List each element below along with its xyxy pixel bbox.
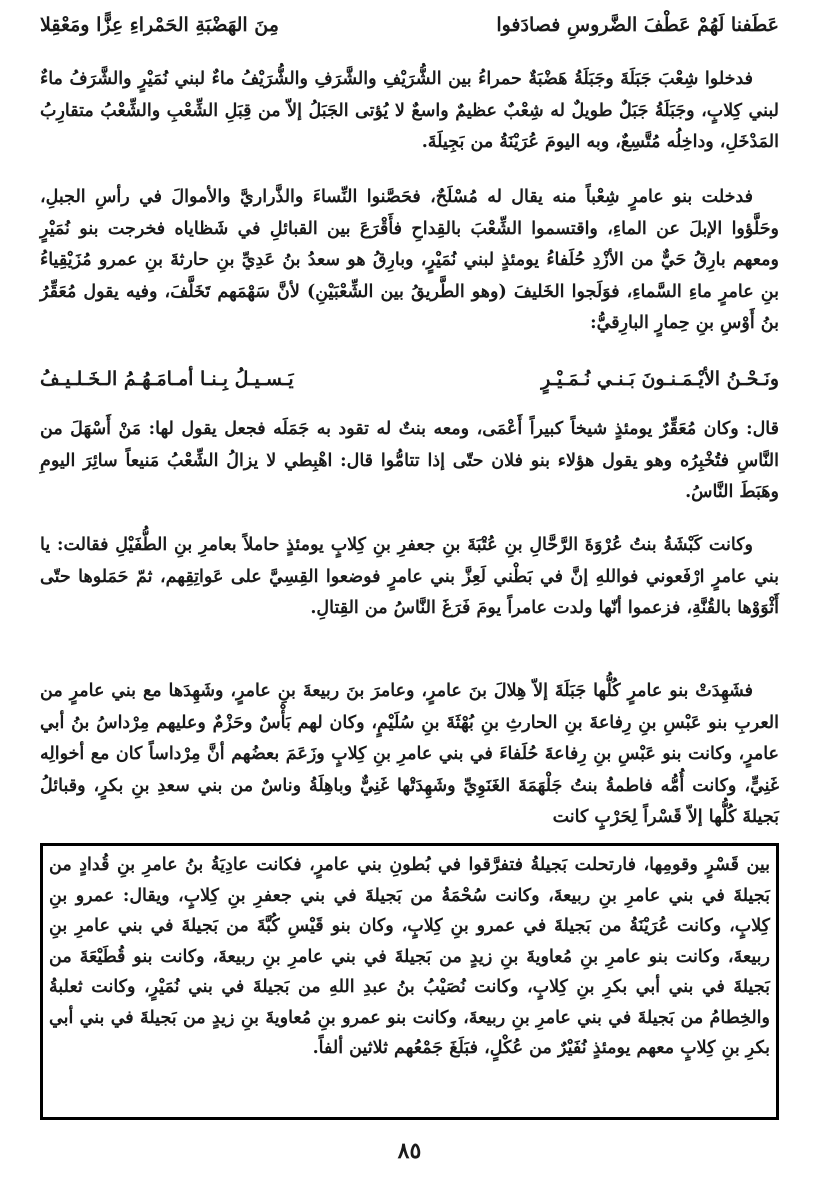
verse-2 bbox=[40, 368, 779, 390]
paragraph-5: فشَهِدَتْ بنو عامرٍ كُلُّها جَبَلَةَ إلاّ هِلالَ بنَ عامرٍ، وعامرَ بنَ ربيعةَ بنِ عامرٍ، وشَهِدَها مع بني عامرٍ من العربِ بنو عَبْسِ بنِ رِفاعةَ بنِ الحارثِ بنِ بُهْثَةَ بنِ سُلَيْمٍ، وكان لهم بَأْسٌ وحَزْمٌ وعليهم مِرْداسُ بنُ أبي عامرٍ، وكانت بنو عَبْسِ بنِ رِفاعةَ حُلَفاءَ في بني عامرِ بنِ كِلابٍ وزَعَمَ بعضُهم أنَّ مِرْداساً كان مع أخوالِه غَنِيٍّ، وكانت أُمُّه فاطمةُ بنتُ جَلْهَمَةَ الغَنَوِيِّ وشَهِدَتْها غَنِيٌّ وباهِلَةُ وناسٌ من بني سعدِ بنِ بكرٍ، وقبائلُ بَجيلةَ كُلُّها إلاّ قَسْراً لِحَرْبٍ كانت bbox=[40, 681, 779, 827]
paragraph-2: فدخلت بنو عامرٍ شِعْباً منه يقال له مُسْلَحٌ، فحَصَّنوا النِّساءَ والذَّراريَّ والأموالَ في رأسِ الجبلِ، وحَلَّؤوا الإبلَ عن الماءِ، واقتسموا الشِّعْبَ بالقِداحِ فأَقْرَعَ بين القبائلِ في شَظاياه فخرجت بنو نُمَيْرٍ ومعهم بارِقُ حَيٌّ من الأزْدِ حُلَفاءُ يومئذٍ لبني نُمَيْرٍ، وبارِقُ هو سعدُ بنُ عَدِيِّ بنِ حارثةَ بنِ عمرو مُزَيْقِياءُ بنِ عامرٍ ماءِ السَّماءِ، فوَلَجوا الخَليفَ (وهو الطَّريقُ بين الشِّعْبَيْنِ) لأنَّ سَهْمَهم تَخَلَّفَ، وفيه يقول مُعَقِّرُ بنُ أَوْسِ بنِ حِمارٍ البارِقيُّ: bbox=[40, 187, 779, 333]
highlight-box bbox=[40, 843, 779, 1120]
verse-1-right-hemistich: عَطَفنا لَهُمْ عَطْفَ الضَّروسِ فصادَفوا bbox=[496, 14, 779, 36]
paragraph-3: قال: وكان مُعَقِّرٌ يومئذٍ شيخاً كبيراً أَعْمَى، ومعه بنتٌ له تقود به جَمَلَه فجعل يقول لها: مَنْ أَسْهَلَ من النَّاسِ فتُخْبِرُه وهو يقول هؤلاء بنو فلان حتّى إذا تتامُّوا قال: اهْبِطي لا يزالُ الشِّعْبُ مَنيعاً سائِرَ اليومِ وهَبَطَ النَّاسُ. bbox=[40, 419, 779, 502]
verse-1 bbox=[40, 14, 779, 36]
verse-1-left-hemistich: مِنَ الهَضْبَةِ الحَمْراءِ عِزًّا ومَعْقِلا bbox=[40, 14, 279, 36]
verse-2-left-hemistich: يَـسـيـلُ بِـنـا أمـامَـهُـمُ الـخَـلـيـفُ bbox=[40, 368, 294, 390]
paragraph-4: وكانت كَبْشَةُ بنتُ عُرْوَةَ الرَّحَّالِ بنِ عُتْبَةَ بنِ جعفرِ بنِ كِلابٍ يومئذٍ حاملاً بعامرِ بنِ الطُّفَيْلِ فقالت: يا بني عامرٍ ارْفَعوني فواللهِ إنَّ في بَطْني لَعِزَّ بني عامرٍ فوضعوا القِسِيَّ على عَواتِقِهم، ثمّ حَمَلوها حتّى أَثْوَوْها بالقُنَّةِ، فزعموا أنّها ولدت عامراً يومَ فَرَغَ النَّاسُ من القِتالِ. bbox=[40, 535, 779, 618]
paragraph-1: فدخلوا شِعْبَ جَبَلَةَ وجَبَلَةُ هَضْبَةٌ حمراءُ بين الشُّرَيْفِ والشَّرَفِ والشُّرَيْفُ ماءٌ لبني نُمَيْرٍ والشَّرَفُ ماءٌ لبني كِلابٍ، وجَبَلَةُ جَبَلٌ طويلٌ له شِعْبٌ عظيمٌ واسعٌ لا يُؤتى الجَبَلُ إلاّ من قِبَلِ الشِّعْبِ والشِّعْبُ متقارِبُ المَدْخَلِ، وداخِلُه مُتَّسِعٌ، وبه اليومَ عُرَيْنَةُ من بَجِيلَةَ. bbox=[40, 69, 779, 152]
verse-2-right-hemistich: ونَـحْـنُ الأيْـمَـنـونَ بَـنـي نُـمَـيْـرٍ bbox=[541, 368, 779, 390]
page-number: ٨٥ bbox=[397, 1138, 422, 1164]
boxed-paragraph: بين قَسْرٍ وقومِها، فارتحلت بَجيلةُ فتفرَّقوا في بُطونِ بني عامرٍ، فكانت عادِيَةُ بنُ عامرِ بنِ قُدادٍ من بَجيلةَ في بني عامرِ بنِ ربيعةَ، وكانت سُحْمَةُ من بَجيلةَ في بني جعفرِ بنِ كِلابٍ، ويقال: عمرو بنِ كِلابٍ، وكانت عُرَيْنَةُ من بَجيلةَ في عمرو بنِ كِلابٍ، وكان بنو قَيْسِ كُبَّةَ من بَجيلةَ في بني عامرِ بنِ ربيعةَ، وكانت بنو عامرِ بنِ مُعاويةَ بنِ زيدٍ من بَجيلةَ في بني عامرِ بنِ ربيعةَ، وكانت بنو قُطَيْعَةَ من بَجيلةَ في بني أبي بكرِ بنِ كِلابٍ، وكانت نُصَيْبُ بنُ عبدِ اللهِ من بَجيلةَ في بني نُمَيْرٍ، وكانت ثعلبةُ والخِطامُ من بَجيلةَ في بني عامرِ بنِ ربيعةَ، وكانت بنو عمرو بنِ مُعاويةَ بنِ زيدٍ من بَجيلةَ في بني أبي بكرِ بنِ كِلابٍ معهم يومئذٍ نُفَيْرٌ من عُكْلٍ، فبَلَغَ جَمْعُهم ثلاثين ألفاً. bbox=[49, 855, 770, 1058]
